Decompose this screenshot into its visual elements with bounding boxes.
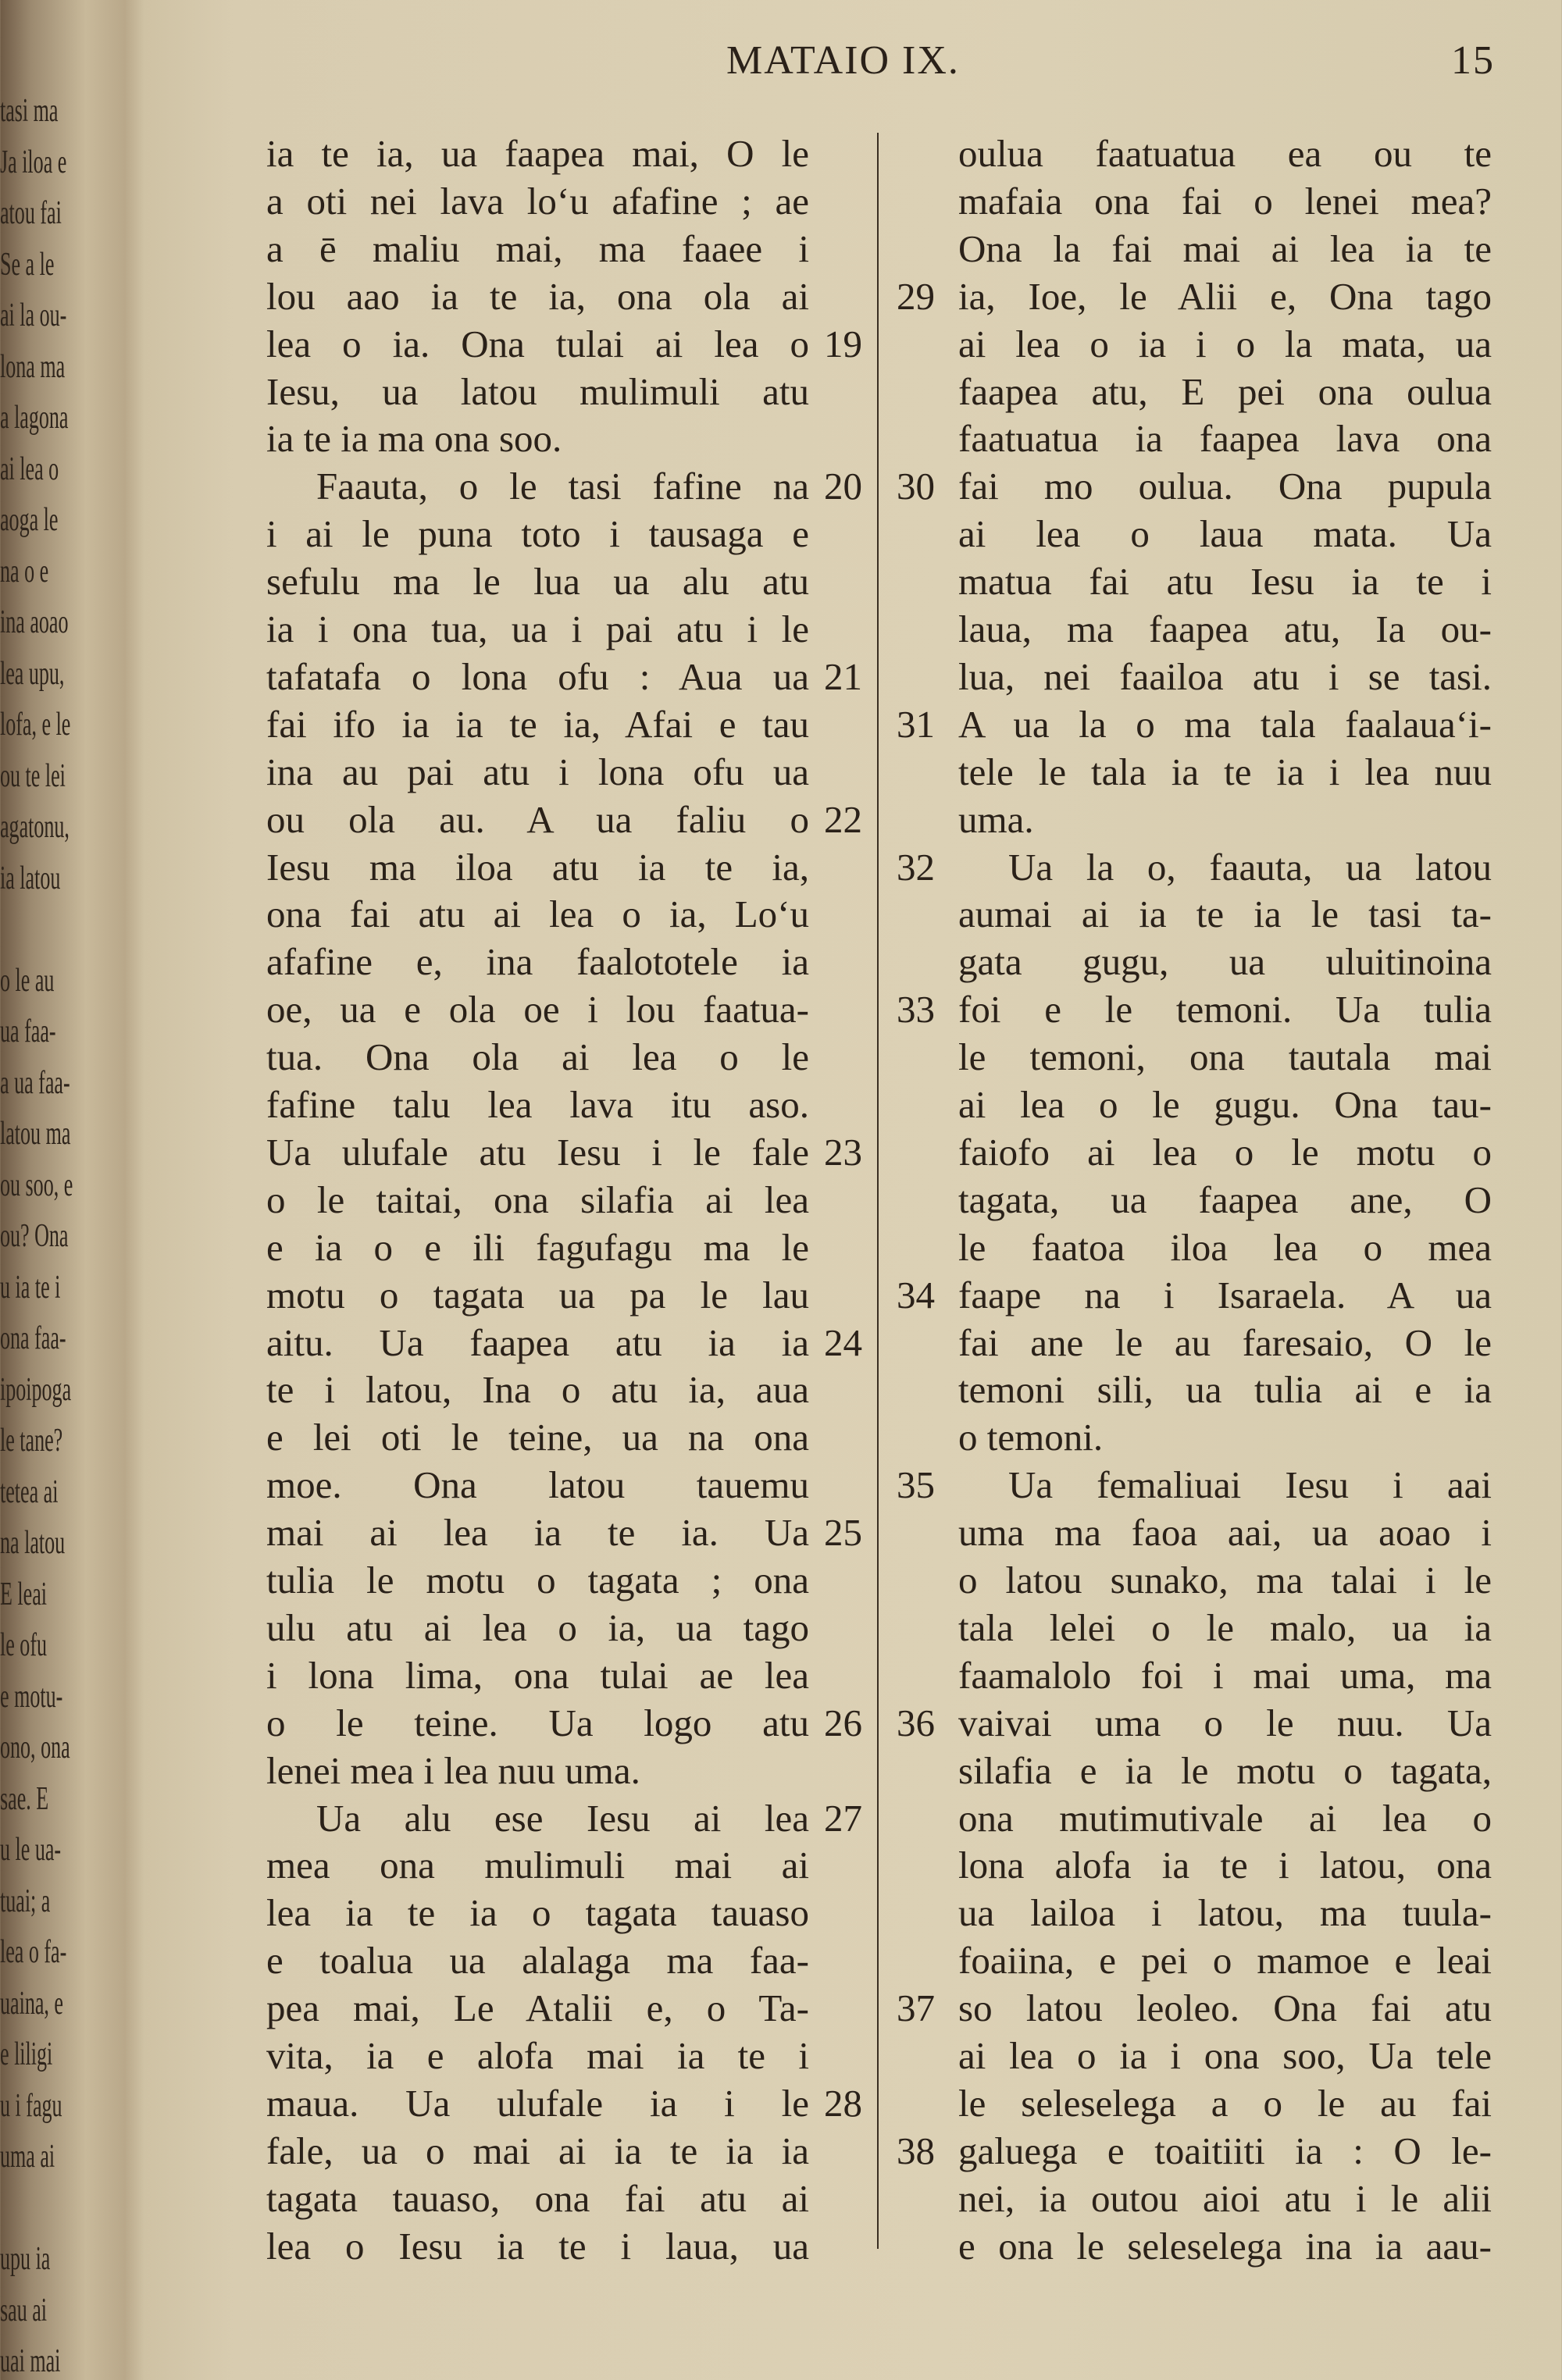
facing-page-fragment: uai mai xyxy=(0,2343,61,2379)
facing-page-fragment: agatonu, xyxy=(0,809,70,845)
verse-number: 29 xyxy=(897,274,935,318)
line-text: ai lea o ia i o la mata, ua xyxy=(958,322,1492,365)
text-line xyxy=(266,987,809,1032)
line-text: ulu atu ai lea o ia, ua tago xyxy=(266,1605,809,1649)
text-line xyxy=(958,1558,1492,1603)
text-line xyxy=(958,654,1492,700)
line-text: pea mai, Le Atalii e, o Ta- xyxy=(266,1986,809,2030)
facing-page-fragment: lea upu, xyxy=(0,655,65,692)
facing-page-fragment: Ja iloa e xyxy=(0,144,67,180)
line-text: aitu. Ua faapea atu ia ia xyxy=(266,1320,809,1364)
text-line xyxy=(266,1843,809,1888)
facing-page-fragment: ipoipoga xyxy=(0,1371,72,1408)
facing-page-fragment: E leai xyxy=(0,1576,48,1612)
text-line xyxy=(266,1653,809,1698)
line-text: lea o ia. Ona tulai ai lea o xyxy=(266,322,809,365)
verse-number: 32 xyxy=(897,845,935,889)
text-line xyxy=(958,1320,1492,1366)
facing-page-fragment: tuai; a xyxy=(0,1883,51,1919)
line-text: o temoni. xyxy=(958,1416,1104,1459)
text-line xyxy=(958,2176,1492,2221)
column-divider xyxy=(877,133,879,2249)
text-line xyxy=(958,1605,1492,1651)
facing-page-fragment: ono, ona xyxy=(0,1730,70,1765)
text-line xyxy=(266,797,809,843)
line-text: ona mutimutivale ai lea o xyxy=(958,1796,1492,1840)
text-line xyxy=(266,1605,809,1651)
facing-page-fragment: na latou xyxy=(0,1525,66,1561)
text-line xyxy=(266,1130,809,1175)
text-line xyxy=(958,987,1492,1032)
line-text: te i latou, Ina o atu ia, aua xyxy=(266,1368,809,1412)
line-text: afafine e, ina faalototele ia xyxy=(266,940,809,984)
line-text: mafaia ona fai o lenei mea? xyxy=(958,179,1492,223)
line-text: lua, nei faailoa atu i se tasi. xyxy=(958,654,1492,698)
text-line xyxy=(958,1273,1492,1318)
facing-page-fragment: a ua faa- xyxy=(0,1064,70,1101)
text-line xyxy=(266,274,809,319)
text-line xyxy=(266,1273,809,1318)
line-text: le temoni, ona tautala mai xyxy=(958,1035,1492,1079)
text-line xyxy=(958,1463,1492,1508)
line-text: mai ai lea ia te ia. Ua xyxy=(266,1511,809,1555)
text-line xyxy=(266,1986,809,2031)
text-line xyxy=(266,1748,809,1794)
facing-page-fragment: ou soo, e xyxy=(0,1167,73,1203)
line-text: faatuatua ia faapea lava ona xyxy=(958,417,1492,461)
line-text: Faauta, o le tasi fafine na xyxy=(316,465,809,508)
text-line xyxy=(266,1938,809,1983)
line-text: o latou sunako, ma talai i le xyxy=(958,1559,1492,1602)
line-text: i lona lima, ona tulai ae lea xyxy=(266,1653,809,1697)
line-text: ua lailoa i latou, ma tuula- xyxy=(958,1891,1492,1935)
line-text: fai ane le au faresaio, O le xyxy=(958,1320,1492,1364)
line-text: faapea atu, E pei ona oulua xyxy=(958,369,1492,413)
line-text: moe. Ona latou tauemu xyxy=(266,1463,809,1507)
text-line xyxy=(958,892,1492,937)
line-text: silafia e ia le motu o tagata, xyxy=(958,1748,1492,1792)
text-line xyxy=(958,2129,1492,2174)
line-text: lona alofa ia te i latou, ona xyxy=(958,1844,1492,1887)
line-text: nei, ia outou aioi atu i le alii xyxy=(958,2176,1492,2220)
line-text: motu o tagata ua pa le lau xyxy=(266,1273,809,1316)
line-text: tafatafa o lona ofu : Aua ua xyxy=(266,654,809,698)
text-line xyxy=(958,1178,1492,1223)
facing-page-fragment: ai la ou- xyxy=(0,298,67,333)
verse-number: 25 xyxy=(824,1511,862,1555)
line-text: ia i ona tua, ua i pai atu i le xyxy=(266,607,809,650)
line-text: e toalua ua alalaga ma faa- xyxy=(266,1939,809,1983)
line-text: e ona le seleselega ina ia aau- xyxy=(958,2224,1492,2268)
text-line xyxy=(266,1035,809,1080)
text-line xyxy=(958,1082,1492,1128)
line-text: maua. Ua ulufale ia i le xyxy=(266,2081,809,2125)
text-line xyxy=(958,226,1492,272)
verse-number: 24 xyxy=(824,1320,862,1364)
line-text: tua. Ona ola ai lea o le xyxy=(266,1035,809,1079)
line-text: uma. xyxy=(958,797,1034,841)
line-text: Iesu, ua latou mulimuli atu xyxy=(266,369,809,413)
text-line xyxy=(266,1320,809,1366)
verse-number: 22 xyxy=(824,797,862,841)
line-text: so latou leoleo. Ona fai atu xyxy=(958,1986,1492,2030)
facing-page-fragment: lofa, e le xyxy=(0,707,71,743)
verse-number: 37 xyxy=(897,1986,935,2030)
verse-number: 19 xyxy=(824,322,862,365)
line-text: ai lea o laua mata. Ua xyxy=(958,512,1492,556)
text-line xyxy=(266,1510,809,1555)
text-line xyxy=(266,1415,809,1460)
text-line xyxy=(266,2224,809,2269)
line-text: gata gugu, ua uluitinoina xyxy=(958,940,1492,984)
text-line xyxy=(266,464,809,509)
text-line xyxy=(958,939,1492,985)
text-line xyxy=(266,1367,809,1413)
text-line xyxy=(266,1178,809,1223)
facing-page-fragment: Se a le xyxy=(0,246,55,283)
text-line xyxy=(958,2033,1492,2079)
verse-number: 26 xyxy=(824,1701,862,1744)
line-text: le seleselega a o le au fai xyxy=(958,2081,1492,2125)
text-line xyxy=(958,179,1492,224)
line-text: foaiina, e pei o mamoe e leai xyxy=(958,1939,1492,1983)
facing-page-fragment: ona faa- xyxy=(0,1320,66,1356)
text-line xyxy=(958,1035,1492,1080)
text-line xyxy=(266,1082,809,1128)
line-text: e lei oti le teine, ua na ona xyxy=(266,1416,809,1459)
line-text: vaivai uma o le nuu. Ua xyxy=(958,1701,1492,1744)
facing-page-fragment: lea o fa- xyxy=(0,1934,67,1970)
line-text: uma ma faoa aai, ua aoao i xyxy=(958,1511,1492,1555)
facing-page-fragment: ou te lei xyxy=(0,757,66,794)
text-line xyxy=(958,1748,1492,1794)
facing-page-fragment: tetea ai xyxy=(0,1473,59,1510)
line-text: Iesu ma iloa atu ia te ia, xyxy=(266,845,809,889)
text-line xyxy=(266,322,809,367)
text-line xyxy=(958,1938,1492,1983)
text-line xyxy=(266,654,809,700)
line-text: foi e le temoni. Ua tulia xyxy=(958,988,1492,1031)
line-text: A ua la o ma tala faalaua‘i- xyxy=(958,702,1492,746)
text-line xyxy=(266,845,809,890)
text-line xyxy=(958,1701,1492,1746)
facing-page-fragment: le ofu xyxy=(0,1627,48,1663)
line-text: o le teine. Ua logo atu xyxy=(266,1701,809,1744)
line-text: ai lea o le gugu. Ona tau- xyxy=(958,1083,1492,1126)
line-text: Ua femaliuai Iesu i aai xyxy=(1008,1463,1492,1507)
facing-page-fragment: u ia te i xyxy=(0,1269,61,1306)
line-text: ou ola au. A ua faliu o xyxy=(266,797,809,841)
line-text: faiofo ai lea o le motu o xyxy=(958,1130,1492,1174)
verse-number: 20 xyxy=(824,465,862,508)
line-text: mea ona mulimuli mai ai xyxy=(266,1844,809,1887)
facing-page-fragment: latou ma xyxy=(0,1116,71,1152)
facing-page-fragment: tasi ma xyxy=(0,93,59,129)
text-line xyxy=(266,2176,809,2221)
line-text: ia, Ioe, le Alii e, Ona tago xyxy=(958,274,1492,318)
text-line xyxy=(266,1890,809,1936)
text-line xyxy=(266,559,809,604)
line-text: ai lea o ia i ona soo, Ua tele xyxy=(958,2034,1492,2077)
facing-page-fragment: e motu- xyxy=(0,1678,63,1715)
text-line xyxy=(958,416,1492,461)
line-text: lea o Iesu ia te i laua, ua xyxy=(266,2224,809,2268)
text-line xyxy=(958,1367,1492,1413)
line-text: Ua alu ese Iesu ai lea xyxy=(316,1796,809,1840)
line-text: fai ifo ia ia te ia, Afai e tau xyxy=(266,702,809,746)
facing-page-fragment: uaina, e xyxy=(0,1985,63,2022)
line-text: lou aao ia te ia, ona ola ai xyxy=(266,274,809,318)
line-text: tele le tala ia te ia i lea nuu xyxy=(958,750,1492,793)
verse-number: 33 xyxy=(897,988,935,1031)
line-text: le faatoa iloa lea o mea xyxy=(958,1225,1492,1269)
facing-page-fragment: a lagona xyxy=(0,400,69,436)
line-text: Ua ulufale atu Iesu i le fale xyxy=(266,1130,809,1174)
text-line xyxy=(958,1415,1492,1460)
facing-page-fragment: le tane? xyxy=(0,1423,63,1459)
text-line xyxy=(958,2224,1492,2269)
line-text: fafine talu lea lava itu aso. xyxy=(266,1083,809,1126)
line-text: fale, ua o mai ai ia te ia ia xyxy=(266,2129,809,2172)
text-line xyxy=(266,369,809,415)
facing-page-fragment: o le au xyxy=(0,962,55,999)
facing-page-edge xyxy=(0,0,134,2379)
line-text: o le taitai, ona silafia ai lea xyxy=(266,1178,809,1221)
facing-page-fragment: lona ma xyxy=(0,348,66,385)
text-line xyxy=(958,1130,1492,1175)
text-line xyxy=(266,2033,809,2079)
text-line xyxy=(958,1986,1492,2031)
text-line xyxy=(958,1653,1492,1698)
line-text: tagata tauaso, ona fai atu ai xyxy=(266,2176,809,2220)
verse-number: 31 xyxy=(897,702,935,746)
text-line xyxy=(266,511,809,557)
line-text: tulia le motu o tagata ; ona xyxy=(266,1559,809,1602)
line-text: e ia o e ili fagufagu ma le xyxy=(266,1225,809,1269)
line-text: a ē maliu mai, ma faaee i xyxy=(266,226,809,270)
facing-page-fragment: ou? Ona xyxy=(0,1218,69,1254)
text-line xyxy=(958,2081,1492,2126)
facing-page-fragment: sae. E xyxy=(0,1780,49,1817)
verse-number: 36 xyxy=(897,1701,935,1744)
line-text: lenei mea i lea nuu uma. xyxy=(266,1748,640,1792)
verse-number: 28 xyxy=(824,2081,862,2125)
line-text: vita, ia e alofa mai ia te i xyxy=(266,2034,809,2077)
text-line xyxy=(958,1225,1492,1270)
line-text: i ai le puna toto i tausaga e xyxy=(266,512,809,556)
text-line xyxy=(266,2129,809,2174)
facing-page-fragment: sau ai xyxy=(0,2292,48,2328)
text-line xyxy=(266,2081,809,2126)
facing-page-fragment: upu ia xyxy=(0,2241,51,2277)
line-text: lea ia te ia o tagata tauaso xyxy=(266,1891,809,1935)
verse-number: 27 xyxy=(824,1796,862,1840)
text-line xyxy=(958,369,1492,415)
line-text: ina au pai atu i lona ofu ua xyxy=(266,750,809,793)
text-line xyxy=(266,892,809,937)
running-head-title: MATAIO IX. xyxy=(726,38,960,83)
text-line xyxy=(958,1890,1492,1936)
line-text: ona fai atu ai lea o ia, Lo‘u xyxy=(266,892,809,936)
facing-page-fragment: ua faa- xyxy=(0,1014,56,1049)
text-line xyxy=(958,1843,1492,1888)
facing-page-fragment: aoga le xyxy=(0,502,59,538)
facing-page-fragment: u le ua- xyxy=(0,1832,62,1868)
text-line xyxy=(958,1796,1492,1841)
text-line xyxy=(266,1463,809,1508)
line-text: faape na i Isaraela. A ua xyxy=(958,1273,1492,1316)
facing-page-fragment: ai lea o xyxy=(0,451,59,487)
text-line xyxy=(958,797,1492,843)
text-line xyxy=(266,131,809,176)
verse-number: 34 xyxy=(897,1273,935,1316)
line-text: matua fai atu Iesu ia te i xyxy=(958,560,1492,604)
verse-number: 21 xyxy=(824,654,862,698)
text-line xyxy=(266,416,809,461)
facing-page-fragment: atou fai xyxy=(0,195,62,231)
facing-page-fragment: e liligi xyxy=(0,2036,53,2072)
line-text: faamalolo foi i mai uma, ma xyxy=(958,1653,1492,1697)
text-line xyxy=(266,1558,809,1603)
text-line xyxy=(266,607,809,652)
line-text: Ua la o, faauta, ua latou xyxy=(1008,845,1492,889)
line-text: galuega e toaitiiti ia : O le- xyxy=(958,2129,1492,2172)
text-line xyxy=(958,274,1492,319)
text-line xyxy=(958,559,1492,604)
verse-number: 30 xyxy=(897,465,935,508)
text-line xyxy=(958,750,1492,795)
text-line xyxy=(266,1796,809,1841)
text-line xyxy=(266,179,809,224)
line-text: laua, ma faapea atu, Ia ou- xyxy=(958,607,1492,650)
text-line xyxy=(958,702,1492,747)
line-text: oulua faatuatua ea ou te xyxy=(958,132,1492,175)
line-text: fai mo oulua. Ona pupula xyxy=(958,465,1492,508)
text-line xyxy=(958,1510,1492,1555)
text-line xyxy=(266,1701,809,1746)
line-text: tala lelei o le malo, ua ia xyxy=(958,1605,1492,1649)
line-text: a oti nei lava lo‘u afafine ; ae xyxy=(266,179,809,223)
text-line xyxy=(266,1225,809,1270)
line-text: ia te ia, ua faapea mai, O le xyxy=(266,132,809,175)
line-text: temoni sili, ua tulia ai e ia xyxy=(958,1368,1492,1412)
text-line xyxy=(266,702,809,747)
facing-page-fragment: uma ai xyxy=(0,2139,55,2175)
verse-number: 23 xyxy=(824,1130,862,1174)
text-line xyxy=(266,939,809,985)
text-line xyxy=(958,607,1492,652)
text-line xyxy=(958,464,1492,509)
line-text: sefulu ma le lua ua alu atu xyxy=(266,560,809,604)
text-line xyxy=(266,226,809,272)
verse-number: 35 xyxy=(897,1463,935,1507)
facing-page-fragment: na o e xyxy=(0,553,49,590)
facing-page-fragment: ia latou xyxy=(0,860,61,896)
line-text: oe, ua e ola oe i lou faatua- xyxy=(266,988,809,1031)
line-text: aumai ai ia te ia le tasi ta- xyxy=(958,892,1492,936)
facing-page-fragment: ina aoao xyxy=(0,604,69,640)
page-number: 15 xyxy=(1451,38,1495,83)
verse-number: 38 xyxy=(897,2129,935,2172)
text-line xyxy=(958,845,1492,890)
line-text: tagata, ua faapea ane, O xyxy=(958,1178,1492,1221)
text-line xyxy=(958,131,1492,176)
text-line xyxy=(266,750,809,795)
line-text: ia te ia ma ona soo. xyxy=(266,417,562,461)
text-line xyxy=(958,511,1492,557)
facing-page-fragment: u i fagu xyxy=(0,2087,62,2124)
line-text: Ona la fai mai ai lea ia te xyxy=(958,226,1492,270)
text-line xyxy=(958,322,1492,367)
